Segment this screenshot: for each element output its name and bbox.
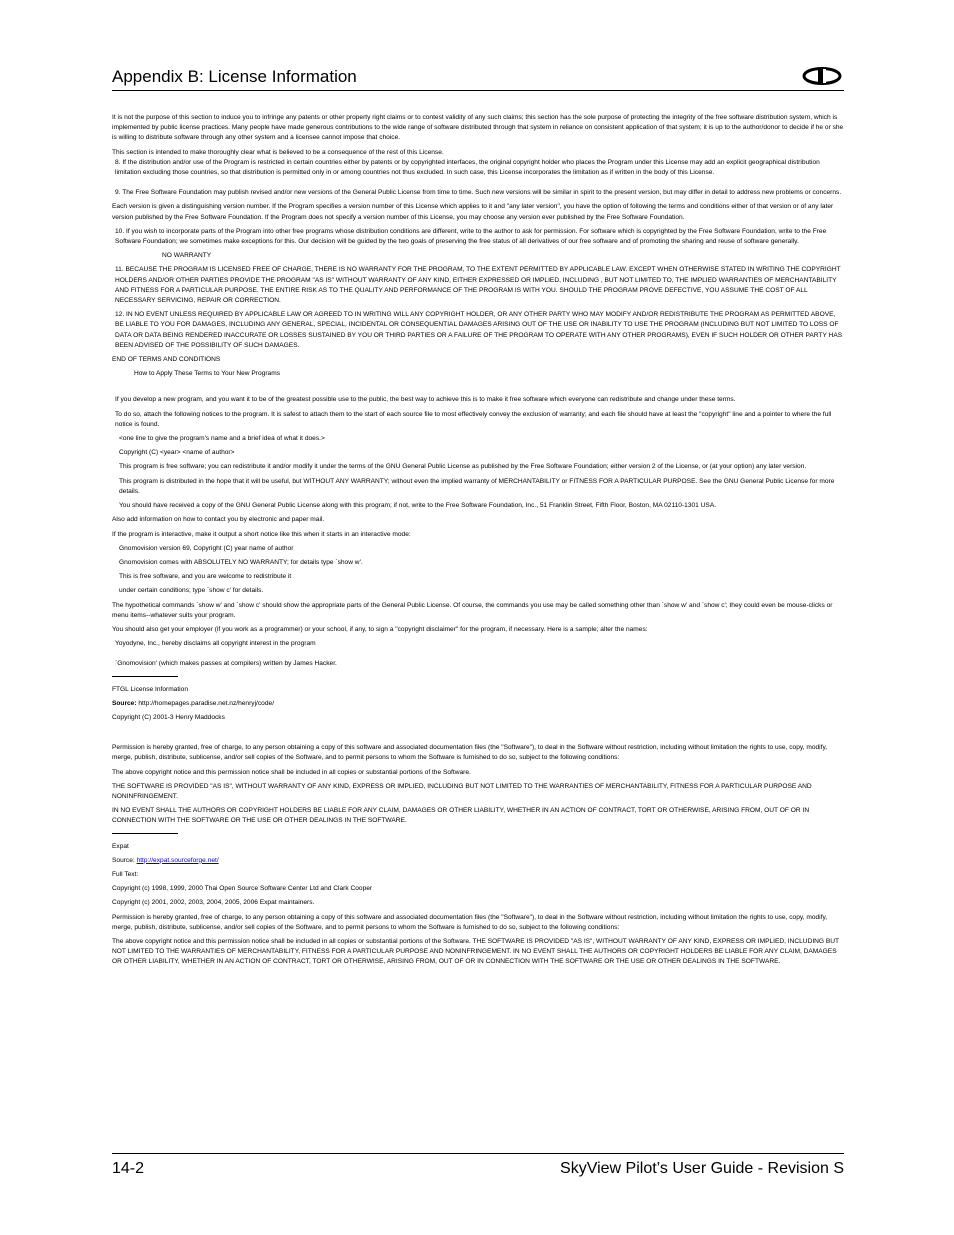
dynon-logo-icon <box>802 67 842 85</box>
page-footer <box>112 1153 844 1184</box>
license-text <box>112 113 844 972</box>
source-url: http://homepages.paradise.net.nz/henryj/code/ <box>136 699 275 707</box>
paragraph: The hypothetical commands `show w' and `show c' should show the appropriate parts of the General Public License. Of course, the commands you use may be called something other than `show w' and `show c'; they could even be mouse-clicks or menu items--whatever suits your program. <box>112 601 833 619</box>
paragraph: To do so, attach the following notices to the program. It is safest to attach them to the start of each source file to most effectively convey the exclusion of warranty; and each file should have at least the "copyright" line and a pointer to where the full notice is found. <box>115 410 832 428</box>
paragraph: You should have received a copy of the GNU General Public License along with this program; if not, write to the Free Software Foundation, Inc., 51 Franklin Street, Fifth Floor, Boston, MA 02110-1301 USA. <box>119 502 717 510</box>
paragraph: Copyright (c) 1998, 1999, 2000 Thai Open Source Software Center Ltd and Clark Cooper <box>112 885 373 893</box>
section-divider <box>112 676 178 677</box>
paragraph: The above copyright notice and this permission notice shall be included in all copies or substantial portions of the Software. THE SOFTWARE IS PROVIDED "AS IS", WITHOUT WARRANTY OF ANY KIND, EXPRESS OR IMPLIED, INCLUDING BUT NOT LIMITED TO THE WARRANTIES OF MERCHANTABILITY, FITNESS FOR A PARTICULAR PURPOSE AND NONINFRINGEMENT. IN NO EVENT SHALL THE AUTHORS OR COPYRIGHT HOLDERS BE LIABLE FOR ANY CLAIM, DAMAGES OR OTHER LIABILITY, WHETHER IN AN ACTION OF CONTRACT, TORT OR OTHERWISE, ARISING FROM, OUT OF OR IN CONNECTION WITH THE SOFTWARE OR THE USE OR OTHER DEALINGS IN THE SOFTWARE. <box>112 937 839 966</box>
section-heading: FTGL License Information <box>112 685 188 693</box>
paragraph: Copyright (C) <year> <name of author> <box>119 449 235 457</box>
paragraph: 11. BECAUSE THE PROGRAM IS LICENSED FREE OF CHARGE, THERE IS NO WARRANTY FOR THE PROGRAM, TO THE EXTENT PERMITTED BY APPLICABLE LAW. EXCEPT WHEN OTHERWISE STATED IN WRITING THE COPYRIGHT HOLDERS AND/OR OTHER PARTIES PROVIDE THE PROGRAM "AS IS" WITHOUT WARRANTY OF ANY KIND, EITHER EXPRESSED OR IMPLIED, INCLUDING , BUT NOT LIMITED TO, THE IMPLIED WARRANTIES OF MERCHANTABILITY AND FITNESS FOR A PARTICULAR PURPOSE. THE ENTIRE RISK AS TO THE QUALITY AND PERFORMANCE OF THE PROGRAM IS WITH YOU. SHOULD THE PROGRAM PROVE DEFECTIVE, YOU ASSUME THE COST OF ALL NECESSARY SERVICING, REPAIR OR CORRECTION. <box>115 266 841 305</box>
paragraph: <one line to give the program's name and a brief idea of what it does.> <box>119 435 325 443</box>
source-label: Source: <box>112 856 137 864</box>
paragraph: IN NO EVENT SHALL THE AUTHORS OR COPYRIGHT HOLDERS BE LIABLE FOR ANY CLAIM, DAMAGES OR OTHER LIABILITY, WHETHER IN AN ACTION OF CONTRACT, TORT OR OTHERWISE, ARISING FROM, OUT OF OR IN CONNECTION WITH THE SOFTWARE OR THE USE OR OTHER DEALINGS IN THE SOFTWARE. <box>112 807 810 825</box>
expat-source-link[interactable]: http://expat.sourceforge.net/ <box>136 856 219 864</box>
paragraph: Yoyodyne, Inc., hereby disclaims all copyright interest in the program <box>115 640 316 648</box>
paragraph: Each version is given a distinguishing version number. If the Program specifies a version number of this License which applies to it and "any later version", you have the option of following the terms and conditions either of that version or of any later version published by the Free Software Foundation. If the Program does not specify a version number of this License, you may choose any version ever published by the Free Software Foundation. <box>112 203 834 221</box>
paragraph: This is free software, and you are welcome to redistribute it <box>119 573 292 581</box>
paragraph: It is not the purpose of this section to induce you to infringe any patents or other property right claims or to contest validity of any such claims; this section has the sole purpose of protecting the integrity of the free software distribution system, which is implemented by public license practices. Many people have made generous contributions to the wide range of software distributed through that system in reliance on consistent application of that system; it is up to the author/donor to decide if he or she is willing to distribute software through any other system and a licensee cannot impose that choice. <box>112 114 844 142</box>
paragraph: Copyright (C) 2001-3 Henry Maddocks <box>112 713 225 721</box>
paragraph: 10. If you wish to incorporate parts of the Program into other free programs whose distribution conditions are different, write to the author to ask for permission. For software which is copyrighted by the Free Software Foundation, write to the Free Software Foundation; we sometimes make exceptions for this. Our decision will be guided by the two goals of preserving the free status of all derivatives of our free software and of promoting the sharing and reuse of software generally. <box>115 227 827 246</box>
paragraph: If you develop a new program, and you want it to be of the greatest possible use to the public, the best way to achieve this is to make it free software which everyone can redistribute and change under these terms. <box>115 396 736 404</box>
source-line <box>112 856 844 866</box>
paragraph: This program is free software; you can redistribute it and/or modify it under the terms of the GNU General Public License as published by the Free Software Foundation; either version 2 of the License, or (at your option) any later version. <box>119 463 807 471</box>
paragraph: 9. The Free Software Foundation may publish revised and/or new versions of the General Public License from time to time. Such new versions will be similar in spirit to the present version, but may differ in detail to address new problems or concerns. <box>115 189 842 197</box>
guide-title: SkyView Pilot’s User Guide - Revision S <box>560 1160 844 1177</box>
paragraph: Full Text: <box>112 870 139 878</box>
paragraph: Also add information on how to contact you by electronic and paper mail. <box>112 516 325 524</box>
source-line <box>112 699 844 709</box>
paragraph: This section is intended to make thoroughly clear what is believed to be a consequence of the rest of this License. <box>112 148 444 156</box>
section-heading: Expat <box>112 842 129 850</box>
paragraph: If the program is interactive, make it output a short notice like this when it starts in an interactive mode: <box>112 530 411 538</box>
paragraph: `Gnomovision' (which makes passes at compilers) written by James Hacker. <box>115 660 337 668</box>
paragraph: THE SOFTWARE IS PROVIDED "AS IS", WITHOUT WARRANTY OF ANY KIND, EXPRESS OR IMPLIED, INCLUDING BUT NOT LIMITED TO THE WARRANTIES OF MERCHANTABILITY, FITNESS FOR A PARTICULAR PURPOSE AND NONINFRINGEMENT. <box>112 782 812 800</box>
paragraph: Permission is hereby granted, free of charge, to any person obtaining a copy of this software and associated documentation files (the "Software"), to deal in the Software without restriction, including without limitation the rights to use, copy, modify, merge, publish, distribute, sublicense, and/or sell copies of the Software, and to permit persons to whom the Software is furnished to do so, subject to the following conditions: <box>112 744 828 762</box>
source-label: Source: <box>112 699 137 707</box>
section-heading: NO WARRANTY <box>162 252 212 260</box>
section-divider <box>112 833 178 834</box>
page-header <box>112 66 844 91</box>
paragraph: END OF TERMS AND CONDITIONS <box>112 356 221 364</box>
page-title: Appendix B: License Information <box>112 67 357 86</box>
paragraph: This program is distributed in the hope that it will be useful, but WITHOUT ANY WARRANTY; without even the implied warranty of MERCHANTABILITY or FITNESS FOR A PARTICULAR PURPOSE. See the GNU General Public License for more details. <box>119 477 835 495</box>
paragraph: 8. If the distribution and/or use of the Program is restricted in certain countries either by patents or by copyrighted interfaces, the original copyright holder who places the Program under this License may add an explicit geographical distribution limitation excluding those countries, so that distribution is permitted only in or among countries not thus excluded. In such case, this License incorporates the limitation as if written in the body of this License. <box>115 158 820 177</box>
paragraph: 12. IN NO EVENT UNLESS REQUIRED BY APPLICABLE LAW OR AGREED TO IN WRITING WILL ANY COPYRIGHT HOLDER, OR ANY OTHER PARTY WHO MAY MODIFY AND/OR REDISTRIBUTE THE PROGRAM AS PERMITTED ABOVE, BE LIABLE TO YOU FOR DAMAGES, INCLUDING ANY GENERAL, SPECIAL, INCIDENTAL OR CONSEQUENTIAL DAMAGES ARISING OUT OF THE USE OR INABILITY TO USE THE PROGRAM (INCLUDING BUT NOT LIMITED TO LOSS OF DATA OR DATA BEING RENDERED INACCURATE OR LOSSES SUSTAINED BY YOU OR THIRD PARTIES OR A FAILURE OF THE PROGRAM TO OPERATE WITH ANY OTHER PROGRAMS), EVEN IF SUCH HOLDER OR OTHER PARTY HAS BEEN ADVISED OF THE POSSIBILITY OF SUCH DAMAGES. <box>115 311 843 349</box>
paragraph: You should also get your employer (if you work as a programmer) or your school, if any, to sign a "copyright disclaimer" for the program, if necessary. Here is a sample; alter the names: <box>112 625 648 633</box>
paragraph: under certain conditions; type `show c' for details. <box>119 587 264 595</box>
page-number: 14-2 <box>112 1160 145 1177</box>
paragraph: Copyright (c) 2001, 2002, 2003, 2004, 2005, 2006 Expat maintainers. <box>112 899 315 907</box>
paragraph: The above copyright notice and this permission notice shall be included in all copies or substantial portions of the Software. <box>112 768 471 776</box>
paragraph: Permission is hereby granted, free of charge, to any person obtaining a copy of this software and associated documentation files (the "Software"), to deal in the Software without restriction, including without limitation the rights to use, copy, modify, merge, publish, distribute, sublicense, and/or sell copies of the Software, and to permit persons to whom the Software is furnished to do so, subject to the following conditions: <box>112 913 828 931</box>
paragraph: Gnomovision comes with ABSOLUTELY NO WARRANTY; for details type `show w'. <box>119 558 363 566</box>
paragraph: Gnomovision version 69, Copyright (C) year name of author <box>119 544 294 552</box>
section-heading: How to Apply These Terms to Your New Programs <box>134 370 280 378</box>
